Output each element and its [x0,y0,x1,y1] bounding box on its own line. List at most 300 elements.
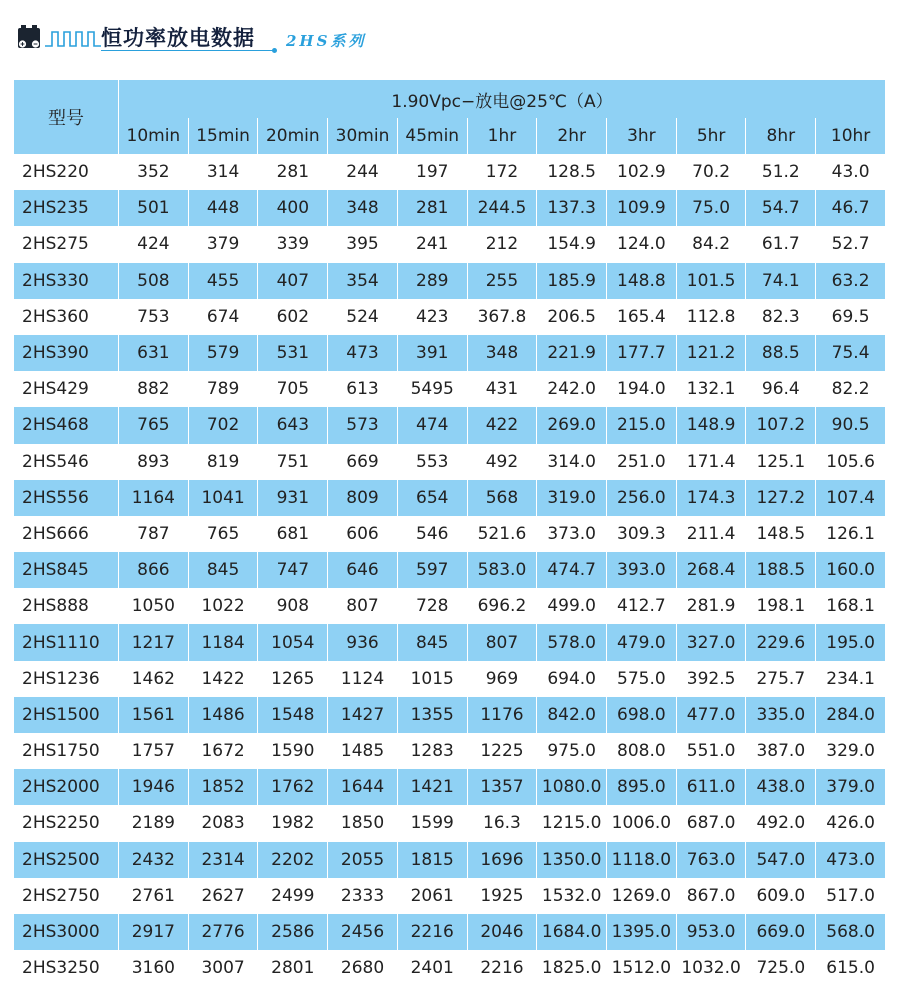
current-cell: 728 [397,588,467,624]
column-header: 20min [258,118,328,154]
current-cell: 936 [328,624,398,660]
model-cell: 2HS888 [14,588,119,624]
header-row-durations [14,118,886,154]
current-cell: 84.2 [676,226,746,262]
table-body [14,154,886,986]
current-cell: 75.0 [676,190,746,226]
current-cell: 393.0 [607,552,677,588]
model-cell: 2HS330 [14,263,119,299]
current-cell: 1350.0 [537,842,607,878]
current-cell: 631 [119,335,189,371]
current-cell: 2061 [397,878,467,914]
current-cell: 694.0 [537,661,607,697]
current-cell: 1561 [119,697,189,733]
series-subtitle: 2HS系列 [286,32,367,50]
current-cell: 82.3 [746,299,816,335]
current-cell: 517.0 [816,878,886,914]
table-row [14,371,886,407]
current-cell: 807 [328,588,398,624]
header-row-group [14,80,886,118]
current-cell: 3160 [119,950,189,986]
current-cell: 808.0 [607,733,677,769]
current-cell: 1422 [188,661,258,697]
current-cell: 573 [328,407,398,443]
current-cell: 379.0 [816,769,886,805]
current-cell: 492.0 [746,805,816,841]
current-cell: 1599 [397,805,467,841]
current-cell: 2776 [188,914,258,950]
current-cell: 339 [258,226,328,262]
current-cell: 521.6 [467,516,537,552]
current-cell: 2401 [397,950,467,986]
current-cell: 531 [258,335,328,371]
model-cell: 2HS3250 [14,950,119,986]
current-cell: 229.6 [746,624,816,660]
current-cell: 1118.0 [607,842,677,878]
current-cell: 102.9 [607,154,677,190]
current-cell: 613 [328,371,398,407]
current-cell: 185.9 [537,263,607,299]
model-cell: 2HS1500 [14,697,119,733]
current-cell: 501 [119,190,189,226]
table-row [14,516,886,552]
current-cell: 1644 [328,769,398,805]
current-cell: 499.0 [537,588,607,624]
current-cell: 867.0 [676,878,746,914]
current-cell: 174.3 [676,480,746,516]
current-cell: 2083 [188,805,258,841]
model-cell: 2HS360 [14,299,119,335]
current-cell: 281.9 [676,588,746,624]
current-cell: 126.1 [816,516,886,552]
current-cell: 2216 [467,950,537,986]
current-cell: 809 [328,480,398,516]
current-cell: 1217 [119,624,189,660]
current-cell: 1395.0 [607,914,677,950]
current-cell: 255 [467,263,537,299]
current-cell: 546 [397,516,467,552]
current-cell: 2055 [328,842,398,878]
model-cell: 2HS666 [14,516,119,552]
current-cell: 423 [397,299,467,335]
table-row [14,914,886,950]
current-cell: 128.5 [537,154,607,190]
current-cell: 215.0 [607,407,677,443]
current-cell: 1050 [119,588,189,624]
current-cell: 82.2 [816,371,886,407]
column-header: 10min [119,118,189,154]
current-cell: 477.0 [676,697,746,733]
current-cell: 54.7 [746,190,816,226]
current-cell: 1852 [188,769,258,805]
current-cell: 568.0 [816,914,886,950]
current-cell: 1355 [397,697,467,733]
current-cell: 1485 [328,733,398,769]
current-cell: 195.0 [816,624,886,660]
model-cell: 2HS275 [14,226,119,262]
current-cell: 148.9 [676,407,746,443]
current-cell: 327.0 [676,624,746,660]
current-cell: 579 [188,335,258,371]
current-cell: 137.3 [537,190,607,226]
current-cell: 242.0 [537,371,607,407]
current-cell: 329.0 [816,733,886,769]
model-cell: 2HS390 [14,335,119,371]
table-row [14,878,886,914]
page-header [0,0,900,64]
battery-icon [17,24,41,50]
current-cell: 492 [467,444,537,480]
current-cell: 172 [467,154,537,190]
current-cell: 474 [397,407,467,443]
table-row [14,842,886,878]
current-cell: 606 [328,516,398,552]
current-cell: 309.3 [607,516,677,552]
current-cell: 751 [258,444,328,480]
current-cell: 696.2 [467,588,537,624]
current-cell: 234.1 [816,661,886,697]
current-cell: 1462 [119,661,189,697]
current-cell: 674 [188,299,258,335]
current-cell: 335.0 [746,697,816,733]
current-cell: 882 [119,371,189,407]
column-header: 45min [397,118,467,154]
model-cell: 2HS2000 [14,769,119,805]
current-cell: 2046 [467,914,537,950]
current-cell: 893 [119,444,189,480]
current-cell: 479.0 [607,624,677,660]
current-cell: 1054 [258,624,328,660]
current-cell: 705 [258,371,328,407]
current-cell: 578.0 [537,624,607,660]
current-cell: 866 [119,552,189,588]
current-cell: 698.0 [607,697,677,733]
current-cell: 354 [328,263,398,299]
current-cell: 2189 [119,805,189,841]
current-cell: 473.0 [816,842,886,878]
current-cell: 508 [119,263,189,299]
current-cell: 268.4 [676,552,746,588]
current-cell: 438.0 [746,769,816,805]
current-cell: 455 [188,263,258,299]
current-cell: 1032.0 [676,950,746,986]
table-row [14,299,886,335]
current-cell: 168.1 [816,588,886,624]
current-cell: 367.8 [467,299,537,335]
current-cell: 1164 [119,480,189,516]
current-cell: 124.0 [607,226,677,262]
current-cell: 597 [397,552,467,588]
current-cell: 392.5 [676,661,746,697]
current-cell: 1015 [397,661,467,697]
current-cell: 251.0 [607,444,677,480]
current-cell: 765 [188,516,258,552]
current-cell: 107.4 [816,480,886,516]
current-cell: 845 [188,552,258,588]
current-cell: 765 [119,407,189,443]
wave-icon [44,28,102,50]
current-cell: 747 [258,552,328,588]
current-cell: 284.0 [816,697,886,733]
model-cell: 2HS1110 [14,624,119,660]
table-row [14,444,886,480]
current-cell: 669 [328,444,398,480]
current-cell: 646 [328,552,398,588]
current-cell: 148.8 [607,263,677,299]
current-cell: 753 [119,299,189,335]
model-cell: 2HS429 [14,371,119,407]
current-cell: 1825.0 [537,950,607,986]
model-cell: 2HS220 [14,154,119,190]
current-cell: 583.0 [467,552,537,588]
current-cell: 1225 [467,733,537,769]
model-cell: 2HS235 [14,190,119,226]
model-cell: 2HS2750 [14,878,119,914]
current-cell: 69.5 [816,299,886,335]
column-header: 30min [328,118,398,154]
current-cell: 551.0 [676,733,746,769]
table-row [14,226,886,262]
current-cell: 171.4 [676,444,746,480]
current-cell: 602 [258,299,328,335]
column-header: 3hr [607,118,677,154]
current-cell: 256.0 [607,480,677,516]
current-cell: 212 [467,226,537,262]
current-cell: 2432 [119,842,189,878]
current-cell: 75.4 [816,335,886,371]
table-row [14,407,886,443]
current-cell: 763.0 [676,842,746,878]
current-cell: 1176 [467,697,537,733]
current-cell: 2680 [328,950,398,986]
current-cell: 426.0 [816,805,886,841]
current-cell: 373.0 [537,516,607,552]
current-cell: 2456 [328,914,398,950]
current-cell: 387.0 [746,733,816,769]
current-cell: 70.2 [676,154,746,190]
current-cell: 473 [328,335,398,371]
current-cell: 74.1 [746,263,816,299]
table-row [14,588,886,624]
current-cell: 132.1 [676,371,746,407]
table-row [14,190,886,226]
current-cell: 1548 [258,697,328,733]
current-cell: 1946 [119,769,189,805]
current-cell: 101.5 [676,263,746,299]
current-cell: 289 [397,263,467,299]
current-cell: 2499 [258,878,328,914]
current-cell: 2314 [188,842,258,878]
current-cell: 1041 [188,480,258,516]
current-cell: 1762 [258,769,328,805]
table-row [14,552,886,588]
current-cell: 125.1 [746,444,816,480]
column-header: 5hr [676,118,746,154]
current-cell: 553 [397,444,467,480]
table-row [14,769,886,805]
current-cell: 819 [188,444,258,480]
current-cell: 2627 [188,878,258,914]
current-cell: 400 [258,190,328,226]
current-cell: 275.7 [746,661,816,697]
current-cell: 352 [119,154,189,190]
current-cell: 2761 [119,878,189,914]
current-cell: 112.8 [676,299,746,335]
table-row [14,661,886,697]
current-cell: 1022 [188,588,258,624]
current-cell: 575.0 [607,661,677,697]
current-cell: 1815 [397,842,467,878]
current-cell: 148.5 [746,516,816,552]
model-cell: 2HS556 [14,480,119,516]
current-cell: 165.4 [607,299,677,335]
current-cell: 281 [397,190,467,226]
table-row [14,335,886,371]
current-cell: 244 [328,154,398,190]
current-cell: 787 [119,516,189,552]
current-cell: 654 [397,480,467,516]
current-cell: 931 [258,480,328,516]
current-cell: 2216 [397,914,467,950]
current-cell: 177.7 [607,335,677,371]
current-cell: 281 [258,154,328,190]
current-cell: 431 [467,371,537,407]
current-cell: 1269.0 [607,878,677,914]
current-cell: 1265 [258,661,328,697]
current-cell: 474.7 [537,552,607,588]
current-cell: 842.0 [537,697,607,733]
current-cell: 1696 [467,842,537,878]
current-cell: 681 [258,516,328,552]
current-cell: 615.0 [816,950,886,986]
current-cell: 46.7 [816,190,886,226]
current-cell: 1925 [467,878,537,914]
current-cell: 52.7 [816,226,886,262]
column-header: 8hr [746,118,816,154]
current-cell: 241 [397,226,467,262]
current-cell: 1590 [258,733,328,769]
current-cell: 448 [188,190,258,226]
model-cell: 2HS468 [14,407,119,443]
current-cell: 348 [328,190,398,226]
current-cell: 198.1 [746,588,816,624]
table-row [14,624,886,660]
current-cell: 687.0 [676,805,746,841]
discharge-condition-header: 1.90Vpc−放电@25℃（A） [119,80,886,118]
current-cell: 2333 [328,878,398,914]
current-cell: 1757 [119,733,189,769]
current-cell: 1215.0 [537,805,607,841]
current-cell: 1512.0 [607,950,677,986]
current-cell: 194.0 [607,371,677,407]
current-cell: 2917 [119,914,189,950]
current-cell: 3007 [188,950,258,986]
model-cell: 2HS2500 [14,842,119,878]
title-underline [101,50,273,51]
current-cell: 314.0 [537,444,607,480]
model-cell: 2HS3000 [14,914,119,950]
current-cell: 975.0 [537,733,607,769]
title-underline-dot [272,48,277,53]
current-cell: 2801 [258,950,328,986]
current-cell: 107.2 [746,407,816,443]
current-cell: 1006.0 [607,805,677,841]
current-cell: 121.2 [676,335,746,371]
current-cell: 1850 [328,805,398,841]
page-title: 恒功率放电数据 [101,25,255,50]
current-cell: 160.0 [816,552,886,588]
discharge-table [14,80,886,986]
current-cell: 1124 [328,661,398,697]
column-header: 2hr [537,118,607,154]
table-row [14,263,886,299]
current-cell: 969 [467,661,537,697]
current-cell: 1184 [188,624,258,660]
current-cell: 16.3 [467,805,537,841]
current-cell: 1427 [328,697,398,733]
current-cell: 669.0 [746,914,816,950]
current-cell: 221.9 [537,335,607,371]
current-cell: 702 [188,407,258,443]
current-cell: 88.5 [746,335,816,371]
current-cell: 391 [397,335,467,371]
current-cell: 395 [328,226,398,262]
current-cell: 1080.0 [537,769,607,805]
current-cell: 244.5 [467,190,537,226]
model-cell: 2HS546 [14,444,119,480]
current-cell: 568 [467,480,537,516]
column-header: 1hr [467,118,537,154]
current-cell: 1684.0 [537,914,607,950]
current-cell: 547.0 [746,842,816,878]
current-cell: 1357 [467,769,537,805]
table-row [14,697,886,733]
current-cell: 154.9 [537,226,607,262]
current-cell: 188.5 [746,552,816,588]
model-cell: 2HS1750 [14,733,119,769]
current-cell: 109.9 [607,190,677,226]
current-cell: 609.0 [746,878,816,914]
current-cell: 96.4 [746,371,816,407]
current-cell: 1421 [397,769,467,805]
current-cell: 2202 [258,842,328,878]
current-cell: 422 [467,407,537,443]
current-cell: 953.0 [676,914,746,950]
current-cell: 5495 [397,371,467,407]
current-cell: 2586 [258,914,328,950]
current-cell: 524 [328,299,398,335]
model-cell: 2HS845 [14,552,119,588]
current-cell: 1486 [188,697,258,733]
current-cell: 895.0 [607,769,677,805]
current-cell: 845 [397,624,467,660]
current-cell: 424 [119,226,189,262]
current-cell: 807 [467,624,537,660]
table-row [14,805,886,841]
current-cell: 725.0 [746,950,816,986]
column-header: 15min [188,118,258,154]
current-cell: 611.0 [676,769,746,805]
table-row [14,733,886,769]
current-cell: 63.2 [816,263,886,299]
table-row [14,480,886,516]
current-cell: 90.5 [816,407,886,443]
current-cell: 61.7 [746,226,816,262]
model-column-header: 型号 [14,80,119,154]
current-cell: 314 [188,154,258,190]
current-cell: 412.7 [607,588,677,624]
current-cell: 379 [188,226,258,262]
